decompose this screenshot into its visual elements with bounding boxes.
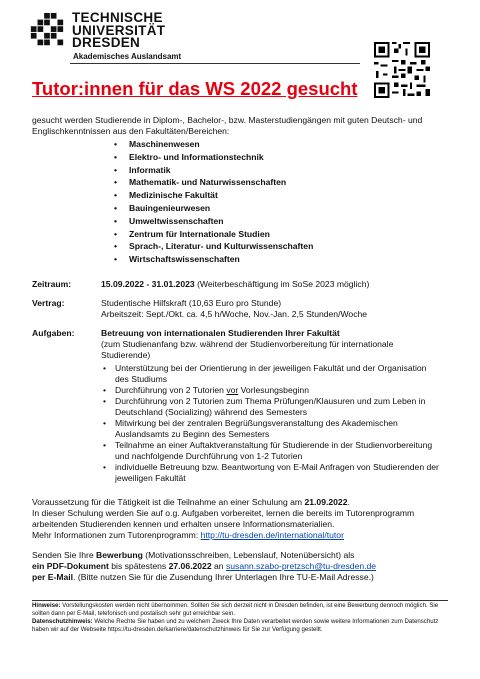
qr-code-icon: [374, 42, 430, 98]
faculty-item: • Bauingenieurwesen: [114, 202, 457, 215]
footer-divider: [32, 600, 448, 601]
faculty-item: • Umweltwissenschaften: [114, 215, 457, 228]
datenschutz-text: Welche Rechte Sie haben und zu welchem Zweck Ihre Daten verarbeitet werden sowie weitere Informationen zum Datenschutz haben wir auf der Webseite https://tu-dresden.de/karriere/datenschutzhinweis für Sie zur Verfügung gestellt.: [32, 617, 439, 633]
datenschutz-label: Datenschutzhinweis:: [32, 617, 93, 625]
page-title: Tutor:innen für das WS 2022 gesucht: [32, 78, 358, 99]
aufgaben-row: [32, 328, 457, 484]
faculty-item: • Informatik: [114, 164, 457, 177]
voraussetzung-block: Voraussetzung für die Tätigkeit ist die Teilnahme an einer Schulung am 21.09.2022. In dieser Schulung werden Sie auf o.g. Aufgaben vorbereitet, lernen die bereits im Tutorenprogramm arbeitenden Studierenden kennen und erhalten unsere Informationsmaterialien. Mehr Informationen zum Tutorenprogramm: http://tu-dresden.de/international/tutor: [32, 497, 457, 541]
vertrag-label: Vertrag:: [32, 297, 65, 308]
main-content: [32, 115, 457, 583]
task-item: • Durchführung von 2 Tutorien vor Vorlesungsbeginn: [101, 385, 439, 396]
zeitraum-note: (Weiterbeschäftigung im SoSe 2023 möglich): [197, 278, 370, 289]
faculty-item: • Maschinenwesen: [114, 138, 457, 151]
header-divider: [70, 63, 360, 64]
zeitraum-row: [32, 279, 457, 290]
footer-notes: [32, 602, 448, 634]
faculty-item: • Medizinische Fakultät: [114, 189, 457, 202]
task-item: • Mitwirkung bei der zentralen Begrüßungsveranstaltung des Akademischen Auslandsamts zu Beginn des Semesters: [101, 418, 439, 440]
aufgaben-heading: Betreuung von internationalen Studierenden Ihrer Fakultät: [101, 327, 340, 338]
university-name: TECHNISCHE UNIVERSITÄT DRESDEN: [72, 10, 166, 50]
department-name: Akademisches Auslandsamt: [73, 52, 182, 61]
vertrag-line2: Arbeitszeit: Sept./Okt. ca. 4,5 h/Woche, Nov.-Jan. 2,5 Stunden/Woche: [101, 308, 368, 319]
zeitraum-label: Zeitraum:: [32, 278, 72, 289]
schulung-date: 21.09.2022: [304, 496, 348, 507]
vertrag-row: [32, 298, 457, 320]
aufgaben-sub: (zum Studienanfang bzw. während der Studienvorbereitung für internationale Studierende): [101, 338, 394, 360]
faculty-item: • Sprach-, Literatur- und Kulturwissenschaften: [114, 240, 457, 253]
zeitraum-dates: 15.09.2022 - 31.01.2023: [101, 278, 195, 289]
bewerbung-block: Senden Sie Ihre Bewerbung (Motivationsschreiben, Lebenslauf, Notenübersicht) als ein PDF-Dokument bis spätestens 27.06.2022 an susann.szabo-pretzsch@tu-dresden.de per E-Mail. (Bitte nutzen Sie für die Zusendung Ihrer Unterlagen Ihre TU-E-Mail Adresse.): [32, 549, 377, 582]
task-list: [101, 363, 439, 484]
hinweis-label: Hinweise:: [32, 602, 61, 609]
faculty-item: • Zentrum für Internationale Studien: [114, 228, 457, 241]
tutor-program-link[interactable]: http://tu-dresden.de/international/tutor: [200, 529, 344, 540]
intro-text: gesucht werden Studierende in Diplom-, Bachelor-, bzw. Masterstudiengängen mit guten Deutsch- und Englischkenntnissen aus den Fakultäten/Bereichen:: [32, 115, 423, 136]
task-item: • Durchführung von 2 Tutorien zum Thema Prüfungen/Klausuren und zum Leben in Deutschland (Socializing) während des Semesters: [101, 396, 439, 418]
faculty-item: • Elektro- und Informationstechnik: [114, 151, 457, 164]
hinweis-text: Vorstellungskosten werden nicht übernommen. Sollten Sie sich derzeit nicht in Dresden befinden, ist eine Bewerbung dennoch möglich. Sie sollten dann per E-Mail, telefonisch und postalisch sehr gut erreichbar sein.: [32, 602, 439, 617]
application-email-link[interactable]: susann.szabo-pretzsch@tu-dresden.de: [225, 560, 377, 571]
schulung-description: In dieser Schulung werden Sie auf o.g. Aufgaben vorbereitet, lernen die bereits im Tutorenprogramm arbeitenden Studierenden kennen und erhalten unsere Informationsmaterialien.: [32, 507, 415, 529]
faculty-item: • Mathematik- und Naturwissenschaften: [114, 176, 457, 189]
task-item: • Unterstützung bei der Orientierung in der jeweiligen Fakultät und der Organisation des Studiums: [101, 363, 439, 385]
task-item: • Teilnahme an einer Auftaktveranstaltung für Studierende in der Studienvorbereitung und nachfolgende Durchführung von 1-2 Tutorien: [101, 440, 439, 462]
aufgaben-label: Aufgaben:: [32, 327, 75, 338]
faculty-list: [114, 138, 457, 266]
vertrag-line1: Studentische Hilfskraft (10,63 Euro pro Stunde): [101, 297, 282, 308]
tu-dresden-logo-icon: [28, 12, 66, 50]
task-item: • individuelle Betreuung bzw. Beantwortung von E-Mail Anfragen von Studierenden der jeweiligen Fakultät: [101, 462, 439, 484]
faculty-item: • Wirtschaftswissenschaften: [114, 253, 457, 266]
